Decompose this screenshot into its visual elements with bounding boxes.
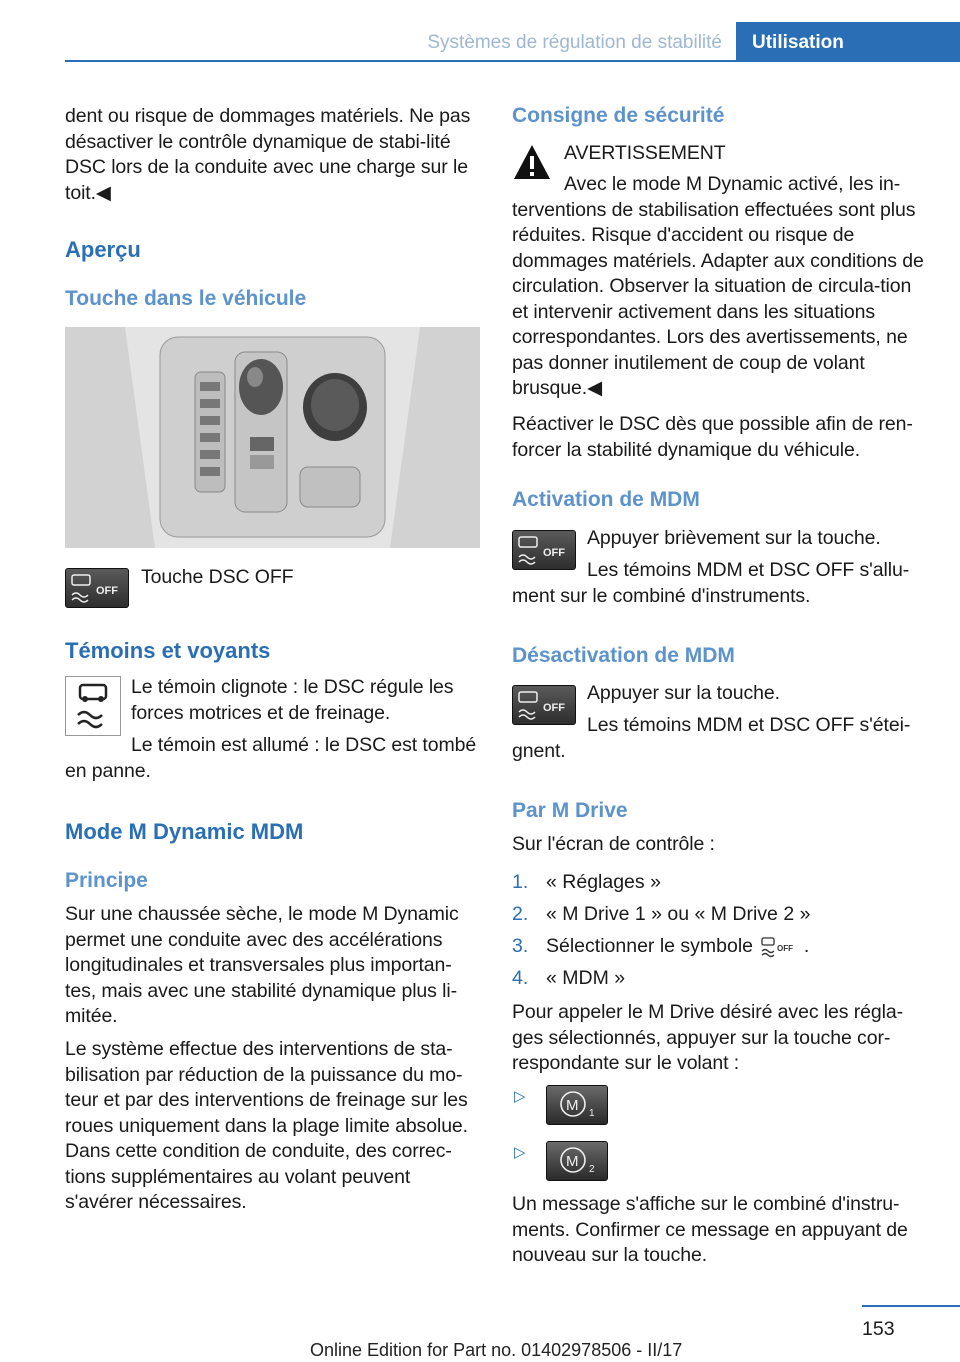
- dsc-off-label: OFF: [543, 547, 565, 559]
- heading-mdrive: Par M Drive: [512, 799, 628, 822]
- m2-button-icon: [546, 1141, 608, 1181]
- step-number: 2.: [512, 903, 529, 925]
- activation-step-1: Appuyer brièvement sur la touche.: [587, 527, 881, 549]
- heading-activation: Activation de MDM: [512, 488, 700, 511]
- step-end: .: [803, 935, 810, 958]
- step-text: « M Drive 1 » ou « M Drive 2 »: [546, 903, 811, 925]
- header-tab: Utilisation: [736, 22, 960, 62]
- principe-paragraph-2: Le système effectue des interventions de sta-bilisation par réduction de la puissance du mo-teur et par des interventions de freinage sur les roues uniquement dans la plage limite absolue. Dans cette condition de conduite, des correc-tions supplémentaires au volant peuvent s'avérer nécessaires.: [65, 1038, 468, 1213]
- intro-paragraph: dent ou risque de dommages matériels. Ne pas désactiver le contrôle dynamique de stabi-lité DSC lors de la conduite avec une charge sur le toit.◀: [65, 105, 471, 204]
- dsc-off-label: OFF: [543, 702, 565, 714]
- step-text: Sélectionner le symbole: [546, 935, 754, 958]
- m1-label: M: [566, 1097, 579, 1114]
- heading-principe: Principe: [65, 869, 148, 892]
- m1-sub: 1: [589, 1108, 595, 1119]
- step-number: 4.: [512, 967, 529, 989]
- header-section-title: Systèmes de régulation de stabilité: [427, 32, 722, 53]
- m2-sub: 2: [589, 1164, 595, 1175]
- temoin-allume: Le témoin est allumé : le DSC est tombé en panne.: [65, 734, 477, 782]
- temoin-clignote: Le témoin clignote : le DSC régule les forces motrices et de freinage.: [131, 676, 454, 724]
- dsc-off-label: OFF: [96, 585, 118, 597]
- activation-step-2: Les témoins MDM et DSC OFF s'allu-ment sur le combiné d'instruments.: [512, 559, 910, 607]
- appeler-paragraph: Pour appeler le M Drive désiré avec les régla-ges sélectionnés, appuyer sur la touche cor-respondante sur le volant :: [512, 1001, 903, 1074]
- dsc-off-label: OFF: [777, 944, 794, 953]
- dsc-off-button-icon: [65, 568, 129, 608]
- desactivation-step-2: Les témoins MDM et DSC OFF s'étei-gnent.: [512, 714, 911, 762]
- page-number: 153: [862, 1318, 895, 1340]
- heading-desactivation: Désactivation de MDM: [512, 644, 735, 667]
- step-text-with-icon: [546, 935, 809, 959]
- dsc-off-caption: Touche DSC OFF: [141, 566, 294, 588]
- desactivation-step-1: Appuyer sur la touche.: [587, 682, 780, 704]
- m1-button-icon: [546, 1085, 608, 1125]
- console-photo: [65, 327, 480, 548]
- warning-text: Avec le mode M Dynamic activé, les in-terventions de stabilisation effectuées sont plus réduites. Risque d'accident ou risque de dommages matériels. Adapter aux conditions de circulation. Observer la situation de circula-tion et intervenir activement dans les situations correspondantes. Lors des avertissements, ne pas donner inutilement de coup de volant brusque.◀: [512, 173, 924, 399]
- bullet-marker: ▷: [514, 1088, 526, 1105]
- reactiver-paragraph: Réactiver le DSC dès que possible afin de ren-forcer la stabilité dynamique du véhicule.: [512, 413, 913, 461]
- heading-mdm: Mode M Dynamic MDM: [65, 819, 304, 844]
- m2-label: M: [566, 1153, 579, 1170]
- edition-line: Online Edition for Part no. 01402978506 - II/17: [310, 1340, 683, 1360]
- principe-paragraph-1: Sur une chaussée sèche, le mode M Dynamic permet une conduite avec des accélérations longitudinales et transversales plus importan-tes, mais avec une stabilité dynamique plus li-mitée.: [65, 903, 459, 1027]
- step-text: « MDM »: [546, 967, 626, 989]
- message-paragraph: Un message s'affiche sur le combiné d'instru-ments. Confirmer ce message en appuyant de nouveau sur la touche.: [512, 1193, 908, 1266]
- small-dsc-off-icon: [758, 935, 798, 959]
- dsc-warning-icon: [65, 676, 121, 736]
- heading-apercu: Aperçu: [65, 237, 141, 262]
- heading-consigne: Consigne de sécurité: [512, 104, 725, 127]
- bullet-marker: ▷: [514, 1144, 526, 1161]
- heading-temoins: Témoins et voyants: [65, 638, 271, 663]
- ecran-controle: Sur l'écran de contrôle :: [512, 833, 715, 855]
- footer-rule: [862, 1305, 960, 1307]
- heading-touche: Touche dans le véhicule: [65, 287, 307, 310]
- step-number: 1.: [512, 871, 529, 893]
- header-rule: [65, 60, 960, 62]
- step-text: « Réglages »: [546, 871, 661, 893]
- warning-title: AVERTISSEMENT: [564, 142, 726, 164]
- step-number: 3.: [512, 935, 529, 957]
